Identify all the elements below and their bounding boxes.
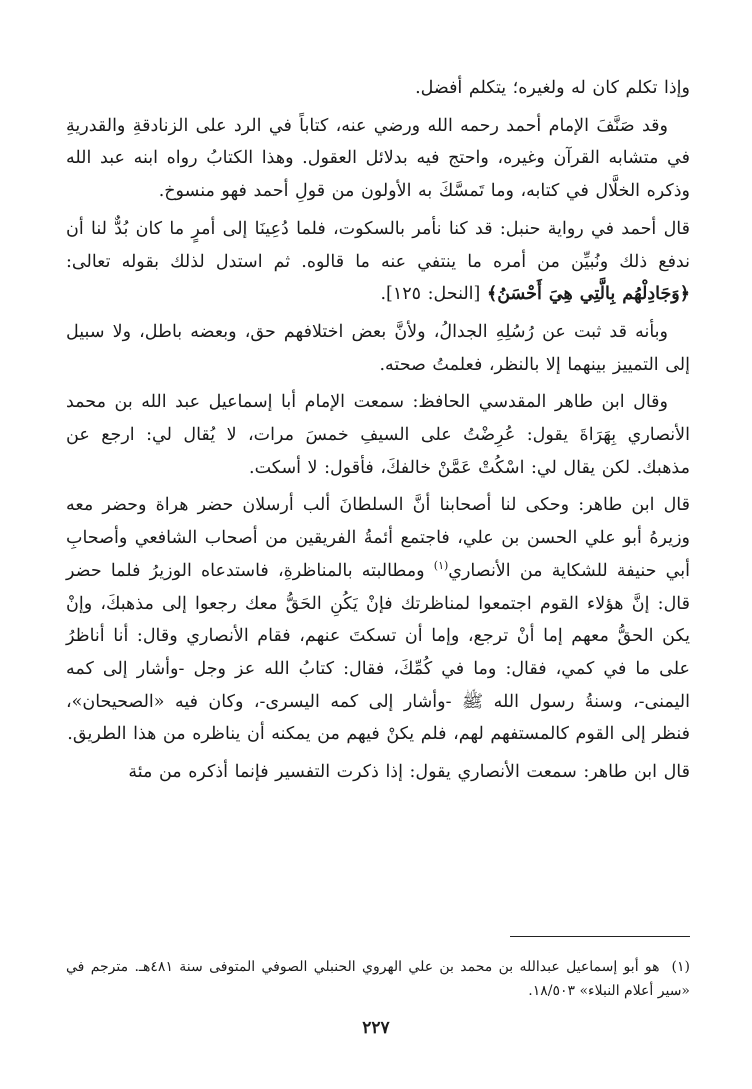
paragraph-3-text: قال أحمد في رواية حنبل: قد كنا نأمر بالسكوت، فلما دُعِينَا إلى أمرٍ ما كان بُدٌّ لنا أن ندفع ذلك ونُبيِّن من أمره ما ينتفي عنه ما قالوه. ثم استدل لذلك بقوله تعالى: [66,218,690,272]
paragraph-6-text-b: ومطالبته بالمناظرةِ، فاستدعاه الوزيرُ فلما حضر قال: إنَّ هؤلاء القوم اجتمعوا لمناظرتك فإنْ يَكُنِ الحَقُّ معك رجعوا إلى مذهبكَ، وإنْ يكن الحقُّ معهم إما أنْ ترجع، وإما أن تسكتَ عنهم، فقام الأنصاري وقال: أنا أناظرُ على ما في كمي، فقال: وما في كُمِّكَ، فقال: كتابُ الله عز وجل -وأشار إلى كمه اليمنى-، وسنةُ رسول الله ﷺ -وأشار إلى كمه اليسرى-، وكان فيه «الصحيحان»، فنظر إلى القوم كالمستفهم لهم، فلم يكنْ فيهم من يمكنه أن يناظره من هذا الطريق. [66,560,690,745]
paragraph-7: قال ابن طاهر: سمعت الأنصاري يقول: إذا ذكرت التفسير فإنما أذكره من مئة [128,762,690,783]
main-text [66,72,690,789]
footnote-divider [510,936,690,937]
footnote-text: هو أبو إسماعيل عبدالله بن محمد بن علي الهروي الحنبلي الصوفي المتوفى سنة ٤٨١هـ. مترجم في «سير أعلام النبلاء» ١٨/٥٠٣. [66,959,690,999]
paragraph-5: وقال ابن طاهر المقدسي الحافظ: سمعت الإمام أبا إسماعيل عبد الله بن محمد الأنصاري بِهَرَاةَ يقول: عُرِضْتُ على السيفِ خمسَ مرات، لا يُقال لي: ارجع عن مذهبك. لكن يقال لي: اسْكُتْ عَمَّنْ خالفكَ، فأقول: لا أسكت. [66,392,690,478]
quran-verse: ﴿وَجَادِلْهُم بِالَّتِي هِيَ أَحْسَنُ﴾ [486,284,690,305]
paragraph-2: وقد صَنَّفَ الإمام أحمد رحمه الله ورضي عنه، كتاباً في الرد على الزنادقةِ والقدريةِ في متشابه القرآن وغيره، واحتج فيه بدلائل العقول. وهذا الكتابُ رواه ابنه عبد الله وذكره الخلَّال في كتابه، وما تَمسَّكَ به الأولون من قولِ أحمد فهو منسوخ. [66,115,690,202]
paragraph-6-text-a: قال ابن طاهر: وحكى لنا أصحابنا أنَّ السلطانَ ألب أرسلان حضر هراة وحضر معه وزيرهُ أبو علي الحسن بن علي، فاجتمع أئمةُ الفريقين من أصحاب الشافعي وأصحابِ أبي حنيفة للشكاية من الأنصاري [66,495,690,581]
footnotes [66,955,690,1003]
page-number: ٢٢٧ [362,1018,390,1038]
paragraph-6 [66,489,690,751]
paragraph-1: وإذا تكلم كان له ولغيره؛ يتكلم أفضل. [415,78,690,98]
footnote-number: (١) [671,959,691,975]
paragraph-4: وبأنه قد ثبت عن رُسُلِهِ الجدالُ، ولأنَّ بعض اختلافهم حق، وبعضه باطل، ولا سبيل إلى التمييز بينهما إلا بالنظر، فعلمتُ صحته. [66,321,690,375]
footnote-marker[interactable]: (١) [433,559,449,573]
paragraph-3 [66,213,690,311]
quran-reference: [النحل: ١٢٥]. [380,284,487,305]
footnote-1 [66,955,690,1003]
